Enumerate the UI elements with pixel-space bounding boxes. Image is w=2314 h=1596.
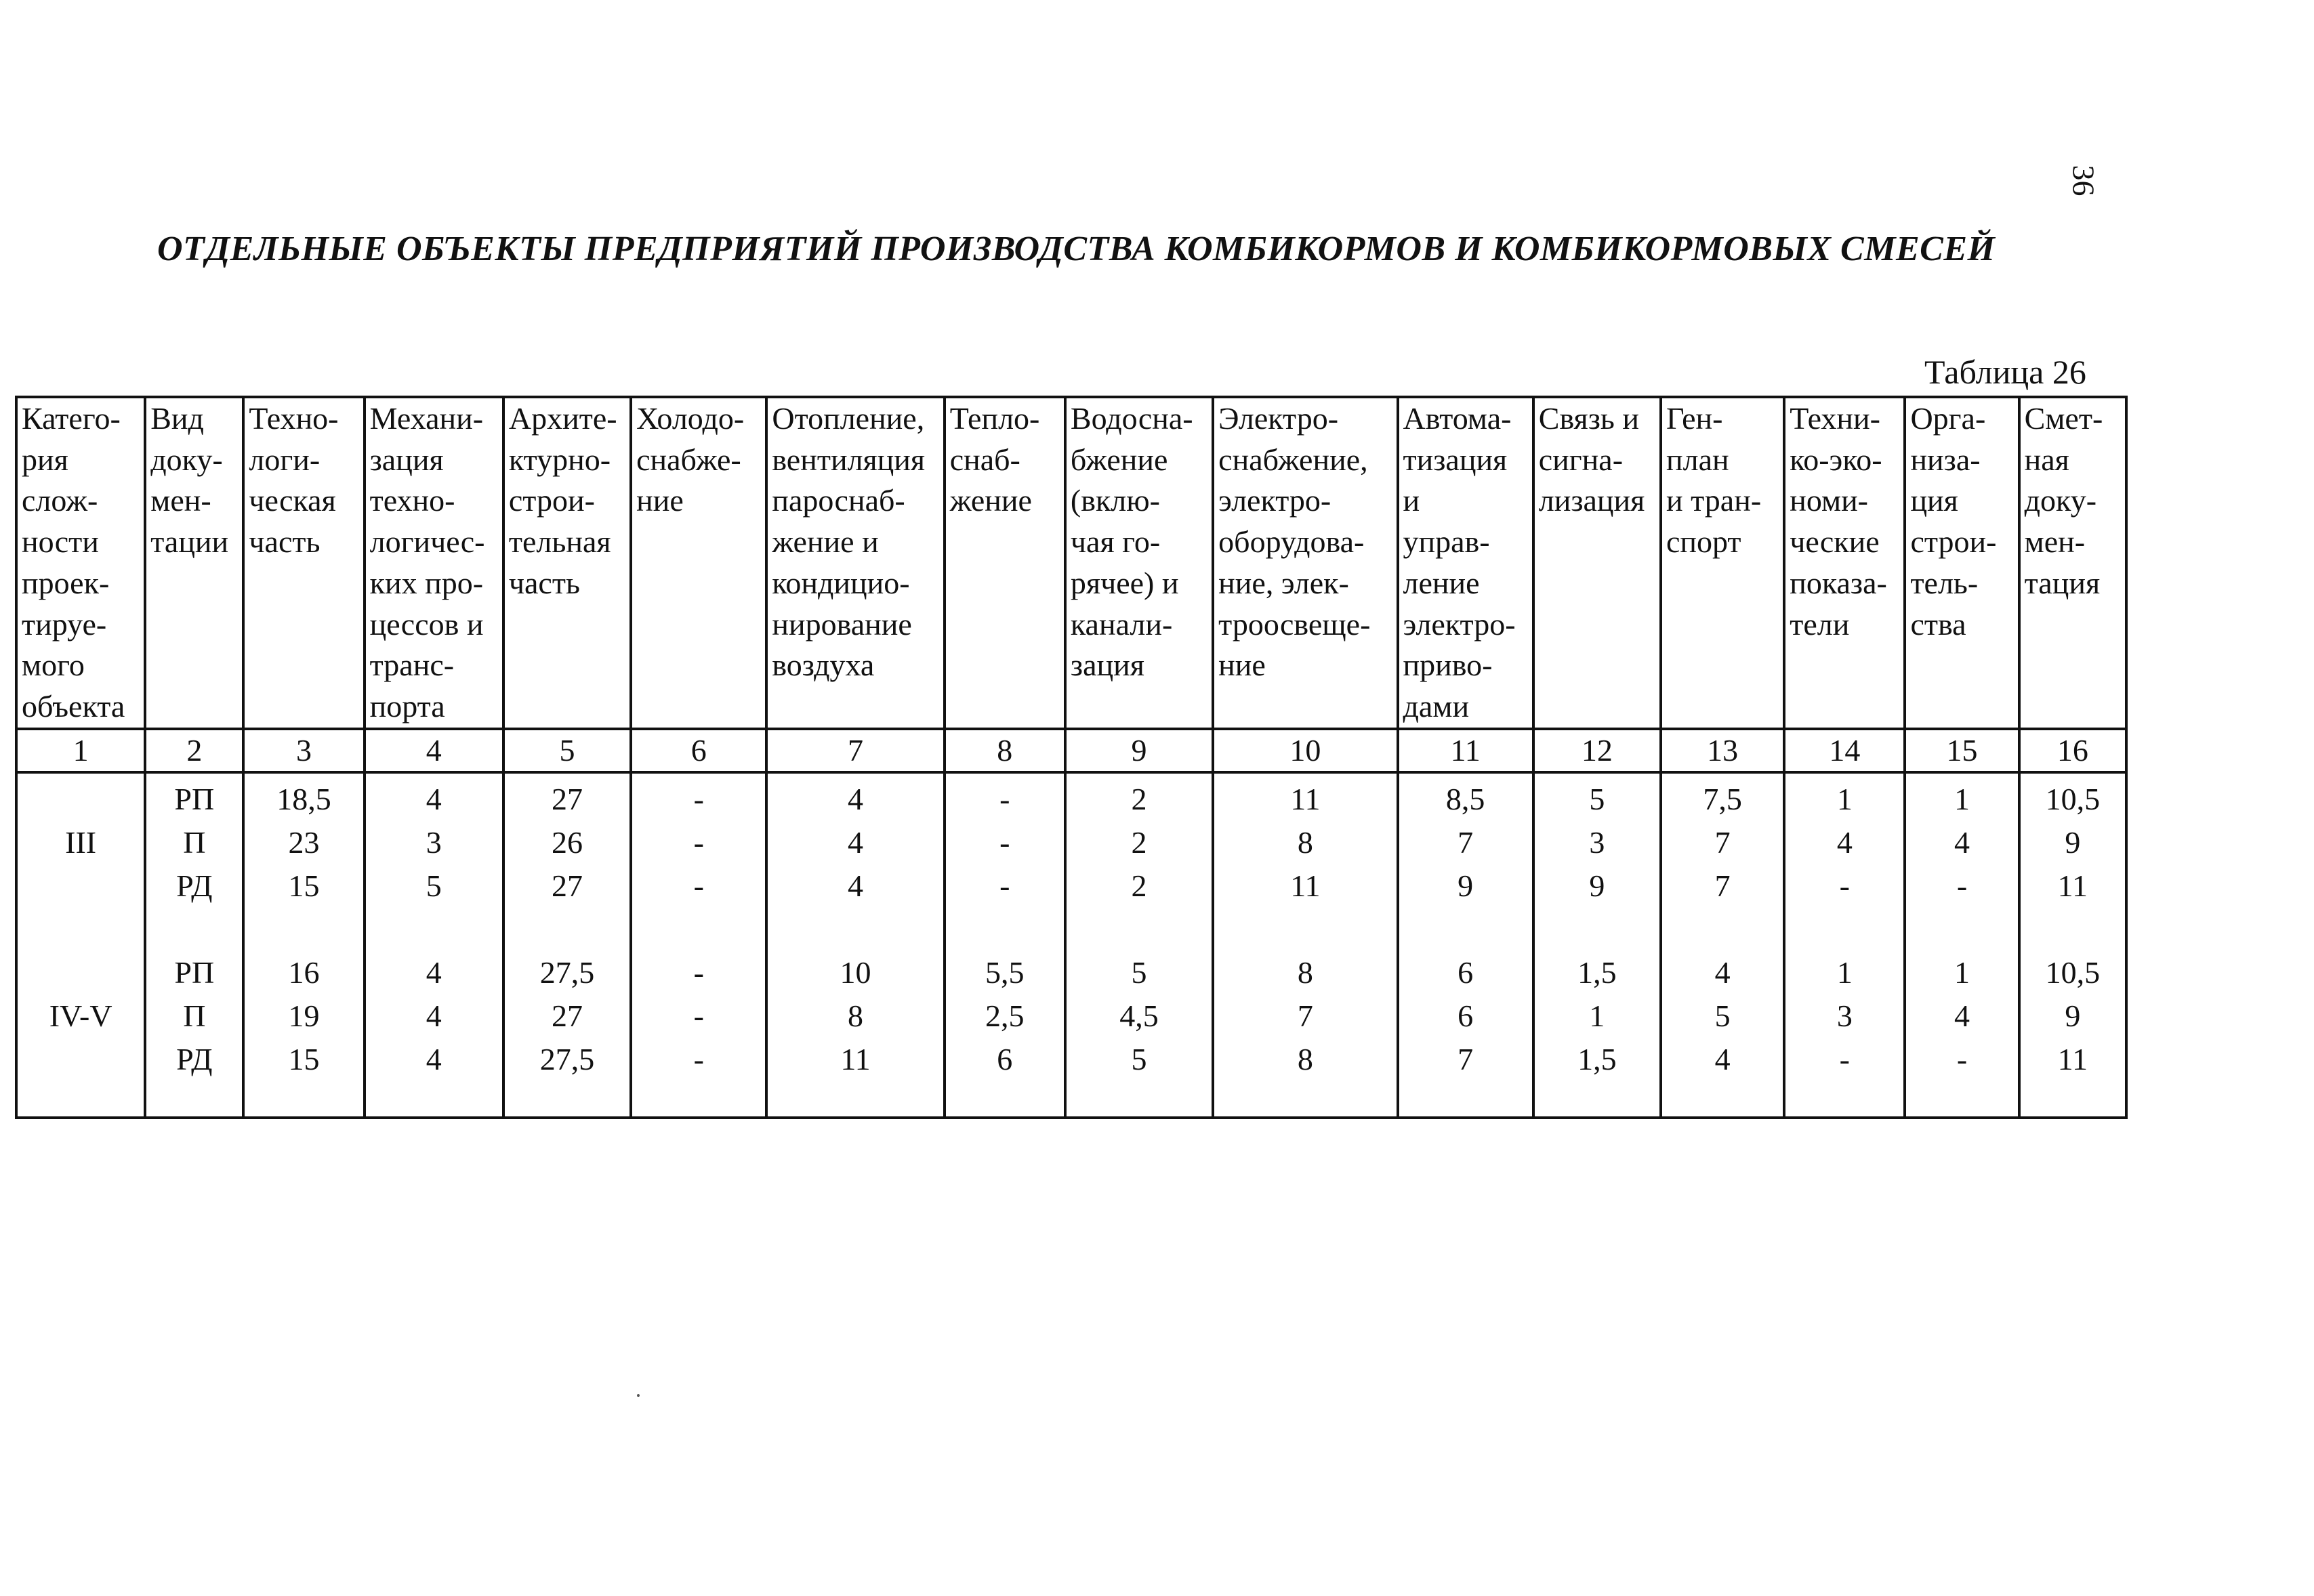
header-line: чая го-: [1070, 524, 1161, 560]
group-spacer: [249, 908, 358, 951]
column-number-9: 9: [1065, 729, 1213, 773]
header-line: электро-: [1218, 483, 1331, 518]
header-line: Отопление,: [772, 401, 925, 436]
header-line: рячее) и: [1070, 565, 1179, 600]
header-line: Вид: [150, 401, 204, 436]
table-cell: 5: [1131, 955, 1147, 990]
header-line: ности: [22, 524, 99, 560]
table-cell: 10: [840, 955, 871, 990]
header-line: Механи-: [369, 401, 484, 436]
header-line: низа-: [1910, 442, 1981, 477]
table-cell: 15: [288, 1042, 320, 1077]
table-cell: -: [693, 825, 704, 860]
table-cell: -: [999, 868, 1010, 904]
table-cell: 27: [551, 868, 583, 904]
table-cell: 11: [1290, 782, 1321, 817]
header-line: план: [1666, 442, 1729, 477]
column-header-13: [1661, 397, 1784, 729]
header-line: оборудова-: [1218, 524, 1365, 560]
header-line: проек-: [22, 565, 110, 600]
header-line: тели: [1790, 606, 1850, 642]
table-cell: 4: [1714, 1042, 1731, 1077]
column-header-7: [766, 397, 944, 729]
values-column-6: [631, 772, 766, 1118]
scan-artifact: [637, 1394, 640, 1397]
header-line: снабже-: [636, 442, 741, 477]
table-cell: 4: [848, 782, 864, 817]
table-cell: 4: [1954, 825, 1970, 860]
table-cell: -: [693, 782, 704, 817]
table-cell: 4: [848, 868, 864, 904]
table-cell: 4: [426, 1042, 442, 1077]
page-number: 36: [2066, 165, 2101, 196]
table-cell: 1,5: [1577, 955, 1617, 990]
table-cell: 18,5: [276, 782, 331, 817]
header-line: логичес-: [369, 524, 485, 560]
values-column-5: [503, 772, 631, 1118]
table-cell: 27: [551, 782, 583, 817]
table-cell: 1: [1954, 782, 1970, 817]
table-cell: 4: [426, 999, 442, 1034]
column-number-4: 4: [365, 729, 503, 773]
header-line: тация: [2024, 565, 2101, 600]
header-line: Водосна-: [1070, 401, 1193, 436]
header-line: тельная: [508, 524, 611, 560]
header-line: электро-: [1403, 606, 1516, 642]
column-header-3: [243, 397, 364, 729]
table-cell: -: [693, 868, 704, 904]
column-number-12: 12: [1533, 729, 1661, 773]
header-line: Архите-: [508, 401, 617, 436]
column-number-10: 10: [1213, 729, 1397, 773]
table-cell: 6: [1458, 999, 1474, 1034]
column-number-13: 13: [1661, 729, 1784, 773]
header-line: Техно-: [249, 401, 339, 436]
header-line: Связь и: [1538, 401, 1639, 436]
table-cell: 9: [2065, 999, 2081, 1034]
table-cell: -: [1956, 868, 1968, 904]
group-spacer: [1666, 908, 1779, 951]
table-cell: 2: [1131, 868, 1147, 904]
category-label: [22, 1038, 140, 1081]
group-spacer: [636, 908, 761, 951]
table-cell: -: [1839, 1042, 1850, 1077]
column-header-14: [1784, 397, 1905, 729]
header-line: воздуха: [772, 648, 875, 683]
table-cell: 8,5: [1445, 782, 1485, 817]
header-line: (вклю-: [1070, 483, 1160, 518]
table-cell: 11: [1290, 868, 1321, 904]
header-line: Ген-: [1666, 401, 1723, 436]
table-cell: 8: [1297, 825, 1313, 860]
group-spacer: [370, 908, 498, 951]
header-line: сигна-: [1538, 442, 1624, 477]
table-cell: 23: [288, 825, 320, 860]
header-line: показа-: [1790, 565, 1887, 600]
table-cell: 7: [1458, 825, 1474, 860]
header-line: зация: [369, 442, 444, 477]
header-line: и: [1403, 483, 1420, 518]
header-line: часть: [508, 565, 580, 600]
column-header-15: [1905, 397, 2019, 729]
table-cell: 4: [1714, 955, 1731, 990]
column-number-8: 8: [945, 729, 1065, 773]
header-line: тации: [150, 524, 229, 560]
table-cell: 10,5: [2045, 782, 2101, 817]
header-line: Орга-: [1910, 401, 1986, 436]
header-line: кондицио-: [772, 565, 910, 600]
header-line: ких про-: [369, 565, 484, 600]
values-column-14: [1784, 772, 1905, 1118]
column-header-9: [1065, 397, 1213, 729]
header-line: нирование: [772, 606, 912, 642]
table-cell: 5: [1714, 999, 1731, 1034]
header-line: мен-: [150, 483, 211, 518]
table-cell: 27,5: [539, 1042, 595, 1077]
header-line: доку-: [150, 442, 223, 477]
column-header-4: [365, 397, 503, 729]
table-cell: 11: [840, 1042, 871, 1077]
header-line: цессов и: [369, 606, 484, 642]
table-cell: 6: [1458, 955, 1474, 990]
header-line: вентиляция: [772, 442, 926, 477]
category-label: IV-V: [49, 999, 112, 1034]
header-line: тель-: [1910, 565, 1979, 600]
category-label: [22, 778, 140, 821]
header-line: техно-: [369, 483, 455, 518]
column-number-2: 2: [145, 729, 243, 773]
header-line: ная: [2024, 442, 2069, 477]
table-cell: 15: [288, 868, 320, 904]
table-cell: 27: [551, 999, 583, 1034]
column-number-6: 6: [631, 729, 766, 773]
header-line: Электро-: [1218, 401, 1339, 436]
header-line: приво-: [1403, 648, 1493, 683]
group-spacer: [1218, 908, 1392, 951]
data-row: [16, 772, 2126, 1118]
header-line: объекта: [22, 689, 125, 724]
header-line: слож-: [22, 483, 98, 518]
table-cell: 4: [1836, 825, 1853, 860]
table-caption: Таблица 26: [1924, 353, 2086, 391]
table-cell: РД: [176, 1042, 213, 1077]
table-cell: -: [693, 1042, 704, 1077]
column-number-16: 16: [2019, 729, 2126, 773]
table-cell: 19: [288, 999, 320, 1034]
table-cell: -: [999, 782, 1010, 817]
header-row: [16, 397, 2126, 729]
header-line: снаб-: [949, 442, 1020, 477]
table-cell: 16: [288, 955, 320, 990]
header-line: ление: [1403, 565, 1480, 600]
design-cost-table: [15, 396, 2128, 1119]
table-cell: 7,5: [1703, 782, 1742, 817]
table-cell: 8: [1297, 955, 1313, 990]
column-number-1: 1: [16, 729, 145, 773]
category-label: III: [65, 825, 97, 860]
table-cell: 5: [1131, 1042, 1147, 1077]
table-cell: 1: [1954, 955, 1970, 990]
header-line: логи-: [249, 442, 321, 477]
header-line: зация: [1070, 648, 1144, 683]
values-column-7: [766, 772, 944, 1118]
values-column-8: [945, 772, 1065, 1118]
table-cell: -: [1839, 868, 1850, 904]
column-number-15: 15: [1905, 729, 2019, 773]
values-column-4: [365, 772, 503, 1118]
column-header-8: [945, 397, 1065, 729]
group-spacer: [1071, 908, 1207, 951]
header-line: транс-: [369, 648, 455, 683]
header-line: доку-: [2024, 483, 2097, 518]
header-line: ческая: [249, 483, 336, 518]
column-header-5: [503, 397, 631, 729]
group-spacer: [772, 908, 938, 951]
values-column-9: [1065, 772, 1213, 1118]
category-cell: [16, 772, 145, 1118]
group-spacer: [150, 908, 238, 951]
table-cell: 5,5: [985, 955, 1025, 990]
table-cell: 4: [848, 825, 864, 860]
table-cell: 6: [997, 1042, 1013, 1077]
group-spacer: [1910, 908, 2013, 951]
header-line: ция: [1910, 483, 1958, 518]
table-cell: 7: [1297, 999, 1313, 1034]
column-header-2: [145, 397, 243, 729]
header-line: пароснаб-: [772, 483, 905, 518]
table-cell: РП: [174, 782, 215, 817]
header-line: порта: [369, 689, 445, 724]
header-line: и тран-: [1666, 483, 1762, 518]
header-line: управ-: [1403, 524, 1490, 560]
header-line: номи-: [1790, 483, 1869, 518]
table-cell: 4: [1954, 999, 1970, 1034]
page-title: ОТДЕЛЬНЫЕ ОБЪЕКТЫ ПРЕДПРИЯТИЙ ПРОИЗВОДСТВА КОМБИКОРМОВ И КОМБИКОРМОВЫХ СМЕСЕЙ: [157, 230, 1996, 268]
table-cell: 3: [1836, 999, 1853, 1034]
header-line: мого: [22, 648, 85, 683]
table-cell: -: [999, 825, 1010, 860]
table-cell: 7: [1714, 825, 1731, 860]
table-cell: 8: [848, 999, 864, 1034]
header-line: канали-: [1070, 606, 1173, 642]
table-cell: 2,5: [985, 999, 1025, 1034]
header-line: снабжение,: [1218, 442, 1368, 477]
header-line: строи-: [508, 483, 595, 518]
table-cell: -: [693, 955, 704, 990]
header-line: бжение: [1070, 442, 1168, 477]
header-line: ние: [636, 483, 684, 518]
header-line: Автома-: [1403, 401, 1512, 436]
header-line: жение и: [772, 524, 879, 560]
header-line: троосвеще-: [1218, 606, 1371, 642]
group-spacer: [1539, 908, 1655, 951]
table-cell: 4: [426, 955, 442, 990]
table-cell: 4,5: [1119, 999, 1159, 1034]
group-spacer: [950, 908, 1060, 951]
table-cell: 2: [1131, 782, 1147, 817]
group-spacer: [2025, 908, 2121, 951]
table-cell: 1,5: [1577, 1042, 1617, 1077]
group-spacer: [1790, 908, 1899, 951]
table-cell: 7: [1458, 1042, 1474, 1077]
table-cell: 4: [426, 782, 442, 817]
header-line: ние, элек-: [1218, 565, 1349, 600]
header-line: ческие: [1790, 524, 1880, 560]
table-cell: 5: [1589, 782, 1605, 817]
table-cell: 7: [1714, 868, 1731, 904]
header-line: ние: [1218, 648, 1266, 683]
column-header-16: [2019, 397, 2126, 729]
table-cell: 1: [1836, 955, 1853, 990]
column-header-1: [16, 397, 145, 729]
header-line: Катего-: [22, 401, 121, 436]
column-number-11: 11: [1398, 729, 1533, 773]
group-spacer: [509, 908, 625, 951]
table-cell: 10,5: [2045, 955, 2101, 990]
header-line: рия: [22, 442, 68, 477]
header-line: Тепло-: [949, 401, 1040, 436]
table-cell: 3: [426, 825, 442, 860]
column-header-6: [631, 397, 766, 729]
table-cell: 1: [1836, 782, 1853, 817]
category-label: [22, 864, 140, 908]
table-cell: -: [693, 999, 704, 1034]
table-cell: 2: [1131, 825, 1147, 860]
table-cell: -: [1956, 1042, 1968, 1077]
header-line: тируе-: [22, 606, 107, 642]
table-cell: 3: [1589, 825, 1605, 860]
header-line: мен-: [2024, 524, 2086, 560]
header-line: строи-: [1910, 524, 1997, 560]
table-cell: 9: [1589, 868, 1605, 904]
header-line: дами: [1403, 689, 1470, 724]
values-column-2: [145, 772, 243, 1118]
header-line: ко-эко-: [1790, 442, 1882, 477]
table-cell: 8: [1297, 1042, 1313, 1077]
table-cell: 1: [1589, 999, 1605, 1034]
header-line: Смет-: [2024, 401, 2103, 436]
table-cell: П: [183, 999, 206, 1034]
table-cell: 27,5: [539, 955, 595, 990]
values-column-3: [243, 772, 364, 1118]
table-cell: 9: [1458, 868, 1474, 904]
category-label: [22, 951, 140, 994]
table-cell: 5: [426, 868, 442, 904]
column-header-10: [1213, 397, 1397, 729]
column-number-7: 7: [766, 729, 944, 773]
header-line: часть: [249, 524, 321, 560]
table-cell: РД: [176, 868, 213, 904]
table-cell: П: [183, 825, 206, 860]
column-number-14: 14: [1784, 729, 1905, 773]
header-line: лизация: [1538, 483, 1645, 518]
column-header-11: [1398, 397, 1533, 729]
group-spacer: [1403, 908, 1528, 951]
header-line: тизация: [1403, 442, 1508, 477]
values-column-10: [1213, 772, 1397, 1118]
table-cell: РП: [174, 955, 215, 990]
table-cell: 9: [2065, 825, 2081, 860]
values-column-12: [1533, 772, 1661, 1118]
header-line: ства: [1910, 606, 1966, 642]
table-cell: 11: [2057, 1042, 2088, 1077]
header-line: Холодо-: [636, 401, 745, 436]
table-cell: 26: [551, 825, 583, 860]
values-column-11: [1398, 772, 1533, 1118]
header-line: ктурно-: [508, 442, 611, 477]
values-column-13: [1661, 772, 1784, 1118]
header-line: Техни-: [1790, 401, 1880, 436]
values-column-16: [2019, 772, 2126, 1118]
column-number-5: 5: [503, 729, 631, 773]
column-number-row: [16, 729, 2126, 773]
column-number-3: 3: [243, 729, 364, 773]
table-cell: 11: [2057, 868, 2088, 904]
column-header-12: [1533, 397, 1661, 729]
header-line: жение: [949, 483, 1032, 518]
header-line: спорт: [1666, 524, 1741, 560]
group-spacer: [22, 908, 140, 951]
values-column-15: [1905, 772, 2019, 1118]
